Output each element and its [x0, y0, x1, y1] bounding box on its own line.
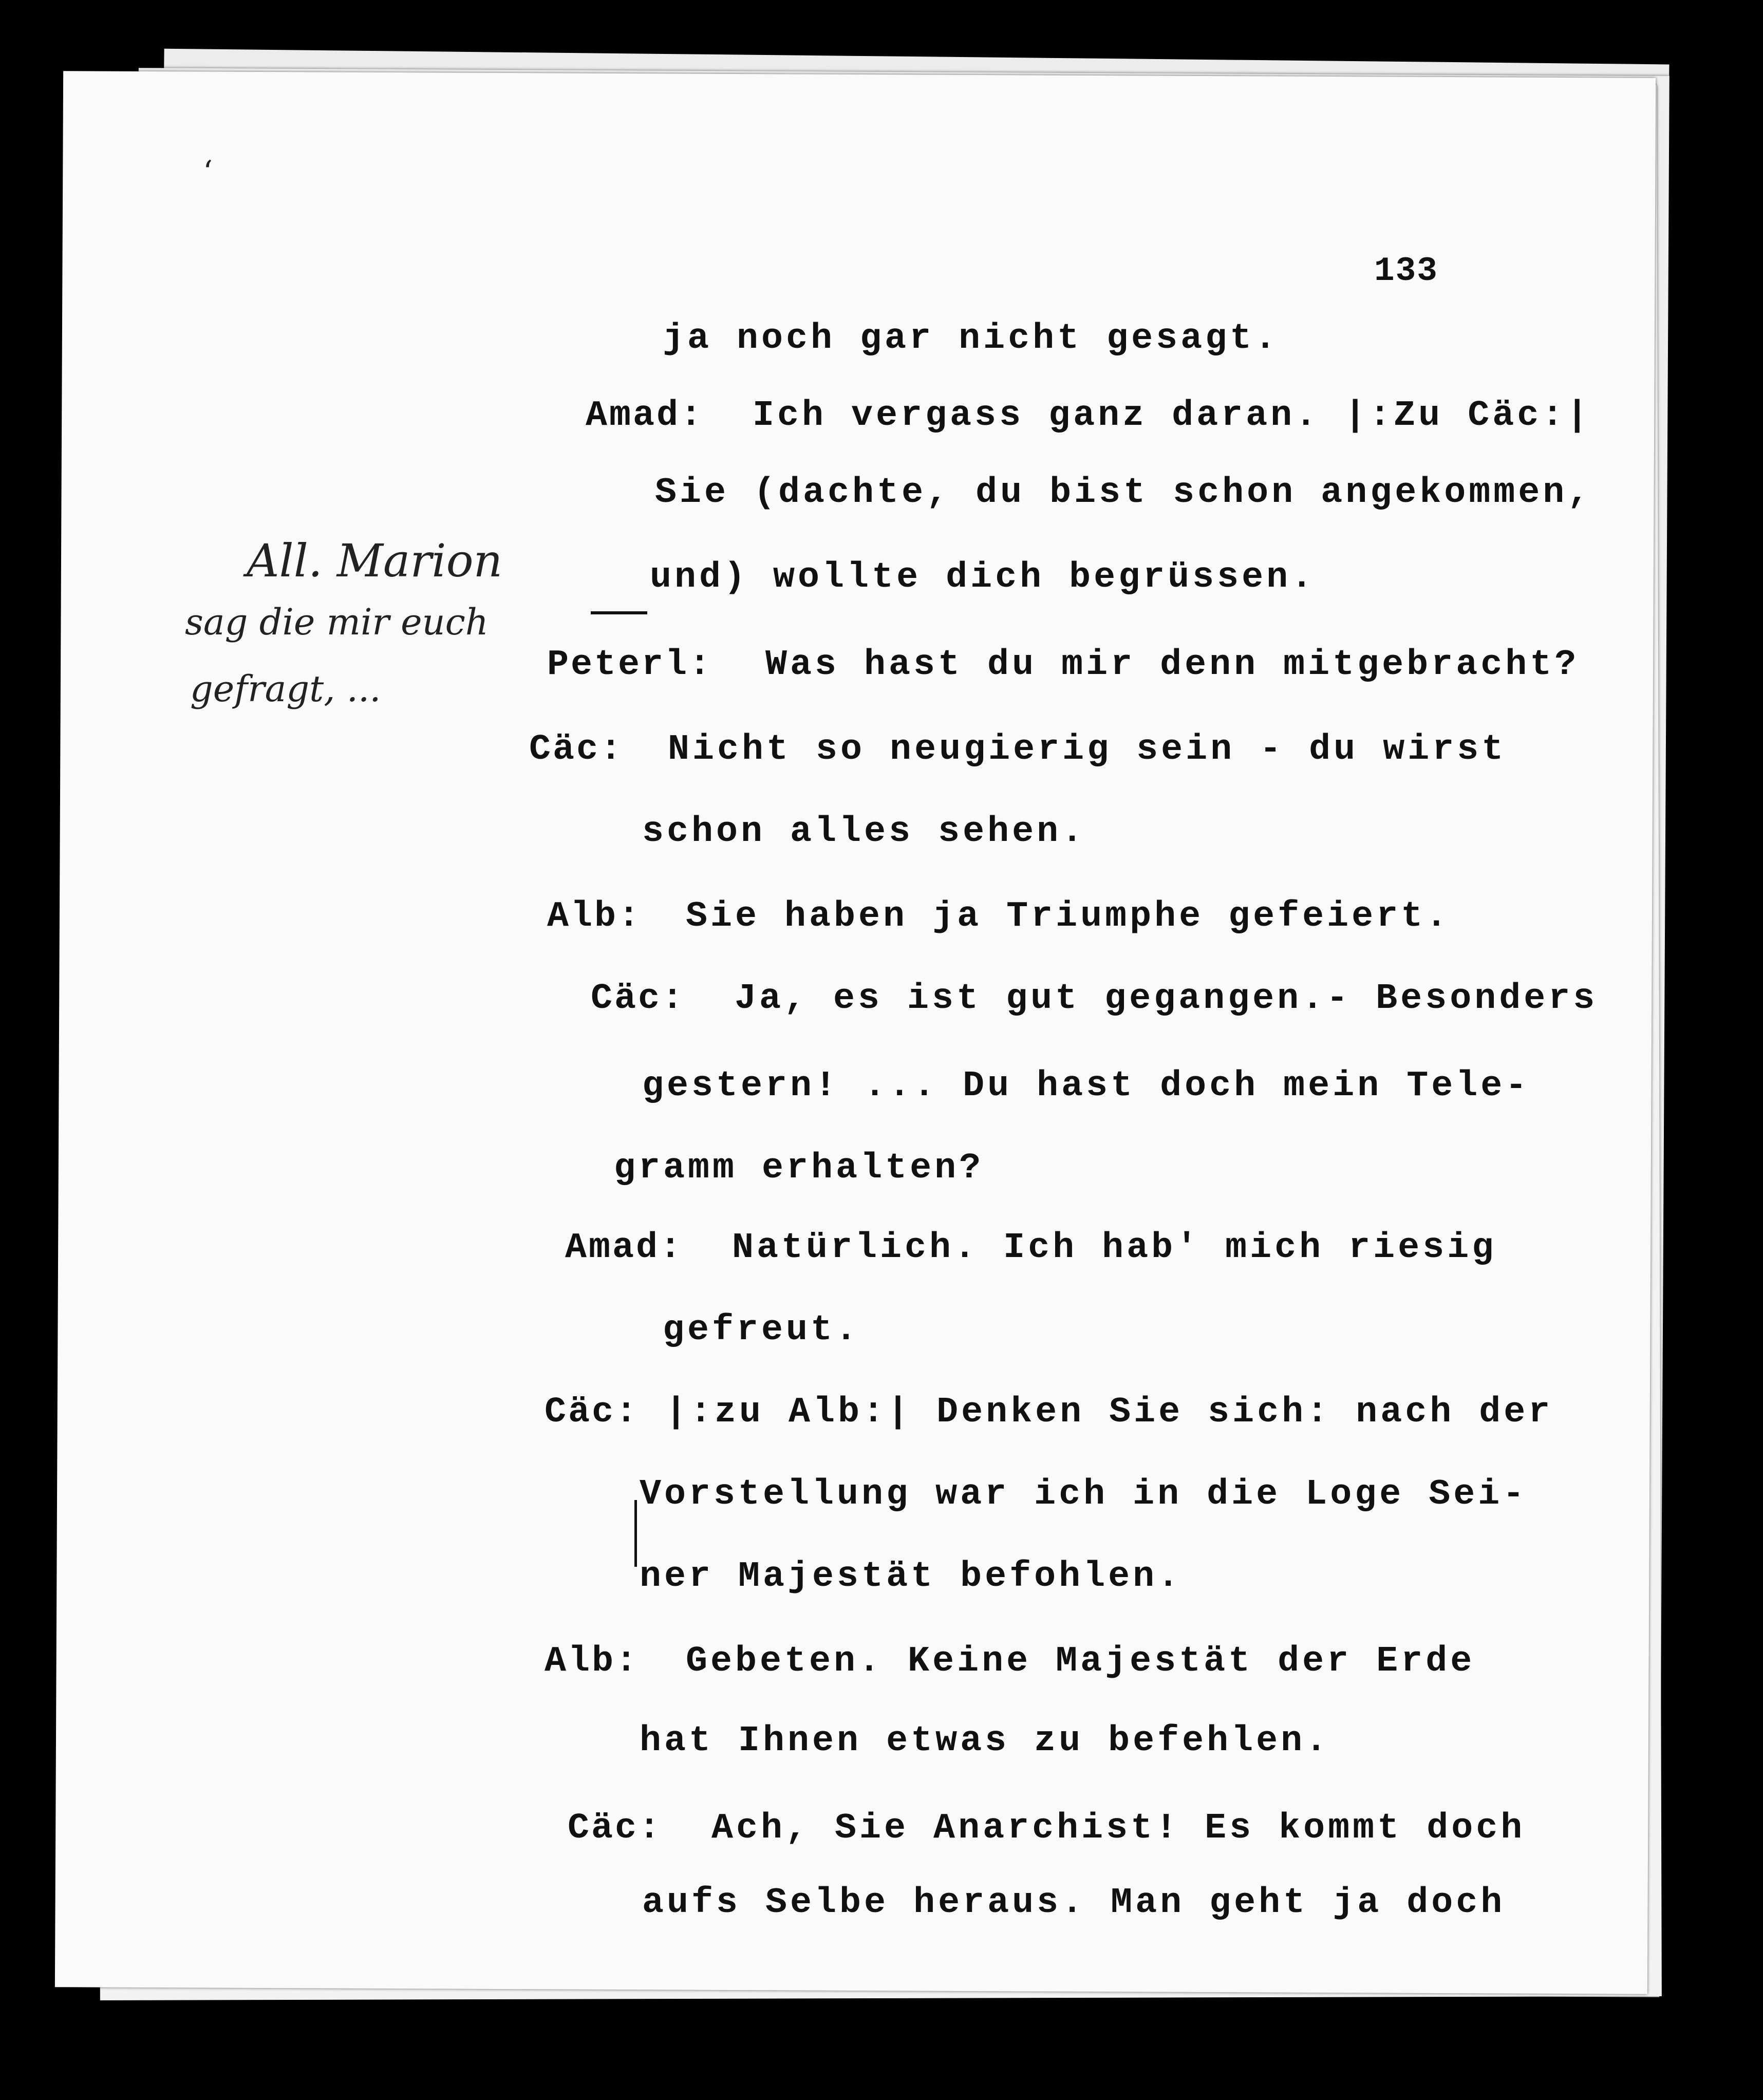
line-10-text: gestern! ... Du hast doch mein Tele-	[642, 1066, 1530, 1107]
line-14-text: |:zu Alb:| Denken Sie sich: nach der	[665, 1392, 1553, 1433]
line-19-speaker: Cäc:	[568, 1808, 663, 1849]
line-17-speaker: Alb:	[545, 1641, 640, 1682]
line-6-speaker: Cäc:	[529, 729, 624, 770]
line-6-text: Nicht so neugierig sein - du wirst	[668, 729, 1507, 770]
handwritten-note-line-3: gefragt, ...	[190, 668, 381, 710]
line-9-speaker: Cäc:	[591, 979, 686, 1019]
corner-mark: ‘	[203, 154, 213, 190]
handwritten-note-line-1: All. Marion	[247, 534, 503, 587]
typescript-page	[55, 71, 1656, 1994]
line-5-speaker: Peterl:	[547, 645, 713, 685]
line-14-speaker: Cäc:	[545, 1392, 640, 1433]
line-9-text: Ja, es ist gut gegangen.- Besonders	[735, 979, 1598, 1019]
margin-underline	[591, 611, 647, 614]
line-5-text: Was hast du mir denn mitgebracht?	[765, 645, 1580, 685]
line-4-text: und) wollte dich begrüssen.	[650, 557, 1316, 598]
line-7-text: schon alles sehen.	[642, 812, 1086, 852]
line-13-text: gefreut.	[663, 1310, 860, 1351]
line-2-speaker: Amad:	[586, 396, 704, 436]
line-8-speaker: Alb:	[547, 896, 642, 937]
line-2-text: Ich vergass ganz daran. |:Zu Cäc:|	[753, 396, 1591, 436]
line-8-text: Sie haben ja Triumphe gefeiert.	[686, 896, 1451, 937]
line-17-text: Gebeten. Keine Majestät der Erde	[686, 1641, 1475, 1682]
page-number: 133	[1374, 252, 1438, 290]
line-19-text: Ach, Sie Anarchist! Es kommt doch	[711, 1808, 1526, 1849]
line-3-text: Sie (dachte, du bist schon angekommen,	[655, 473, 1592, 513]
line-18-text: hat Ihnen etwas zu befehlen.	[640, 1721, 1330, 1761]
margin-stroke	[634, 1500, 637, 1567]
line-20-text: aufs Selbe heraus. Man geht ja doch	[642, 1883, 1506, 1923]
line-12-text: Natürlich. Ich hab' mich riesig	[732, 1228, 1497, 1268]
line-11-text: gramm erhalten?	[614, 1148, 984, 1189]
handwritten-note-line-2: sag die mir euch	[185, 601, 489, 643]
line-15-text: Vorstellung war ich in die Loge Sei-	[640, 1474, 1528, 1515]
line-1-text: ja noch gar nicht gesagt.	[663, 318, 1280, 359]
line-12-speaker: Amad:	[565, 1228, 684, 1268]
line-16-text: ner Majestät befohlen.	[640, 1557, 1183, 1597]
